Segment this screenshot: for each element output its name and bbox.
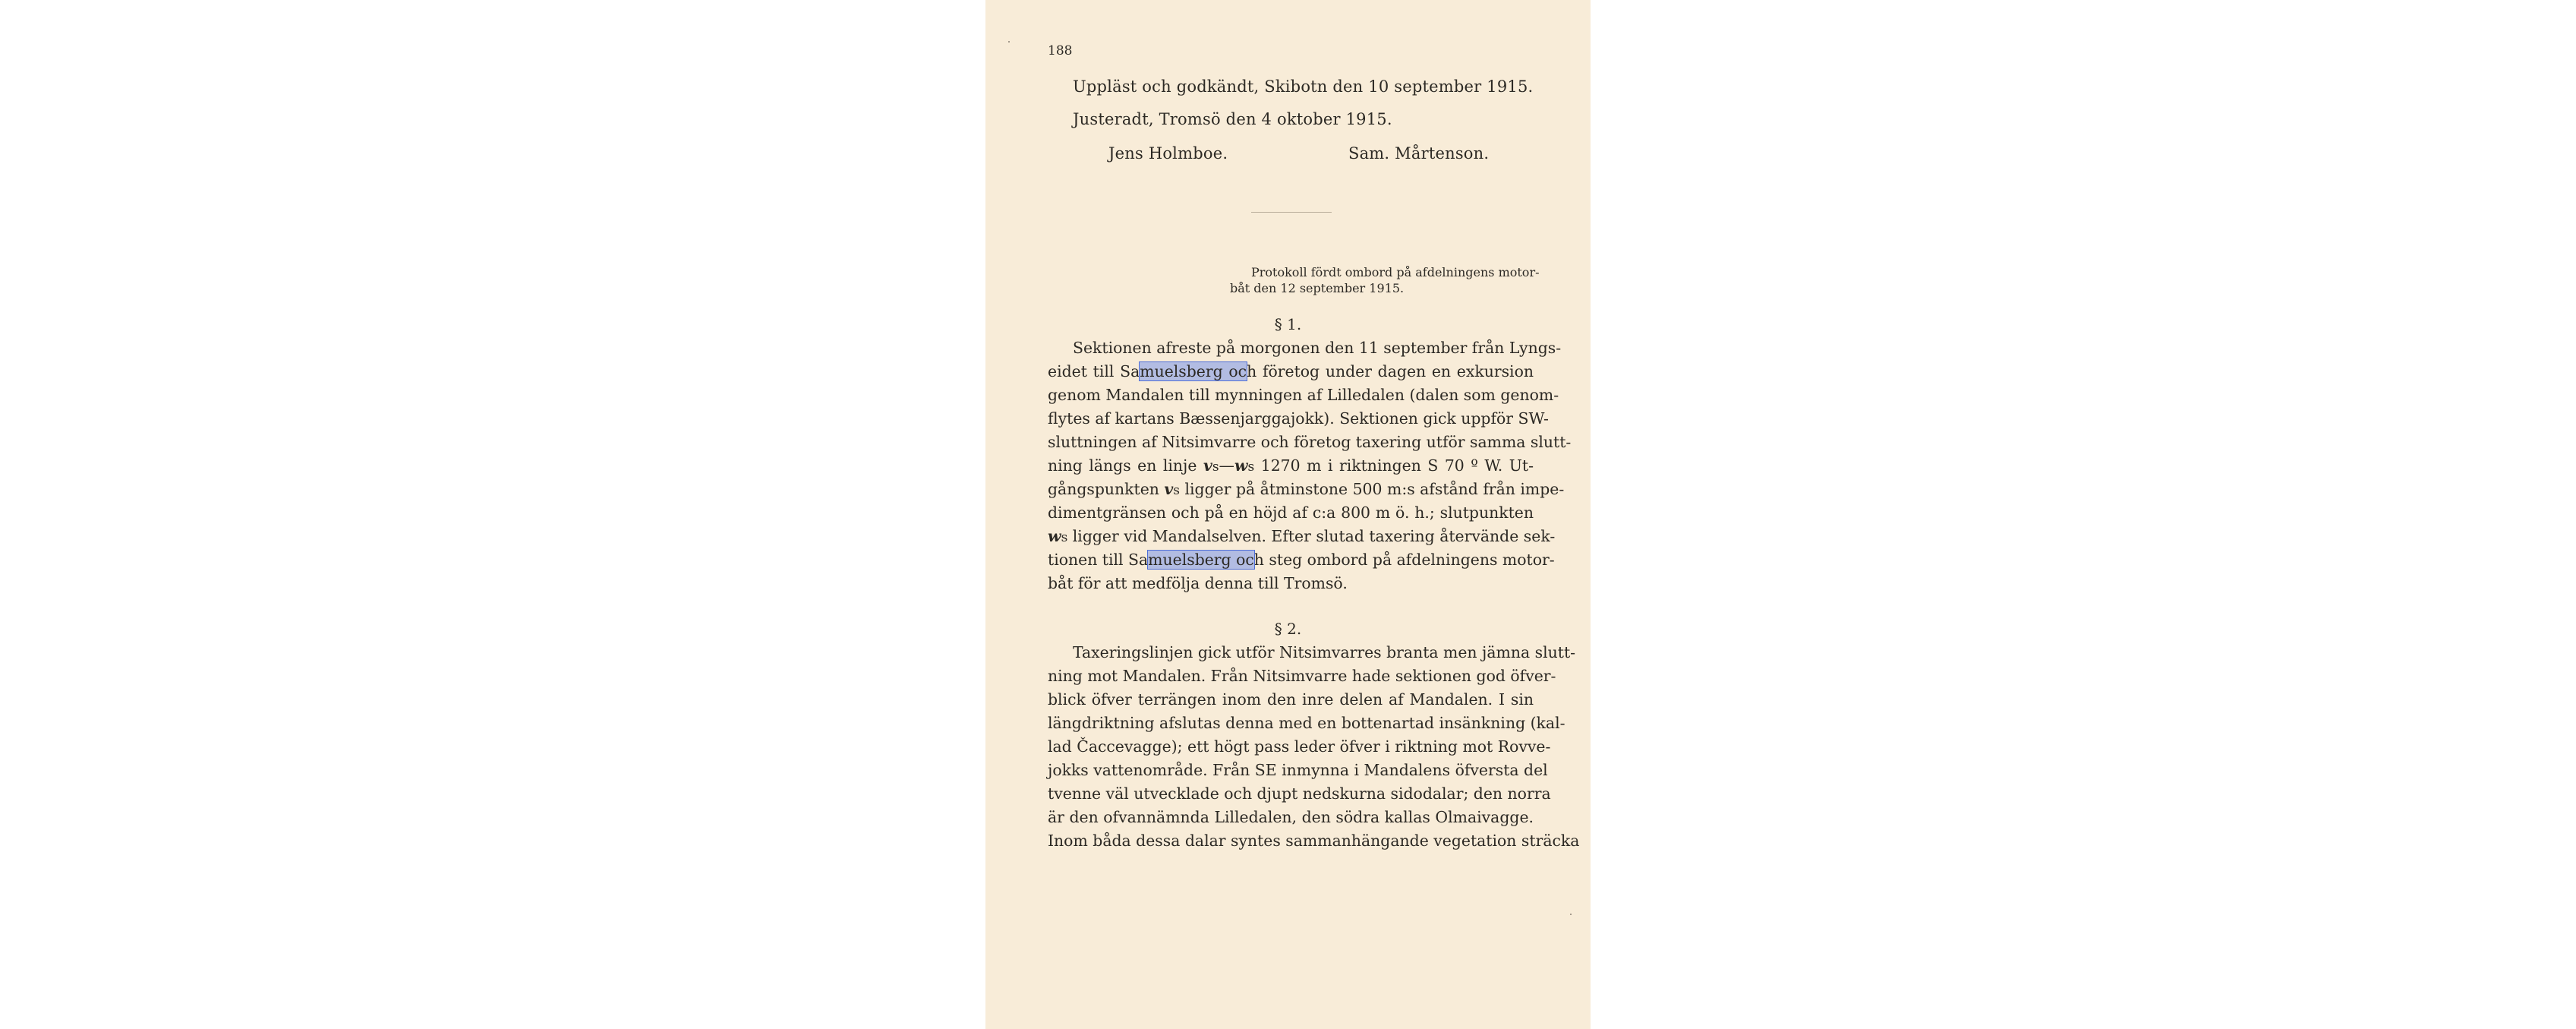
text-line: Sektionen afreste på morgonen den 11 september från Lyngs- — [1073, 339, 1562, 357]
text-line: är den ofvannämnda Lilledalen, den södra kallas Olmaivagge. — [1048, 808, 1534, 826]
text-line: tionen till Samuelsberg och steg ombord på afdelningens motor- — [1048, 551, 1555, 569]
text-line: dimentgränsen och på en höjd af c:a 800 m ö. h.; slutpunkten — [1048, 503, 1534, 522]
paper-speck — [1008, 41, 1010, 43]
text-line: båt för att medfölja denna till Tromsö. — [1048, 574, 1348, 592]
signature-martenson: Sam. Mårtenson. — [1348, 144, 1490, 163]
search-highlight[interactable]: muelsberg oc — [1148, 551, 1254, 569]
text-line: jokks vattenområde. Från SE inmynna i Mandalens öfversta del — [1048, 761, 1548, 779]
text-line: längdriktning afslutas denna med en bottenartad insänkning (kal- — [1048, 714, 1565, 732]
text-line: tvenne väl utvecklade och djupt nedskurna sidodalar; den norra — [1048, 784, 1551, 803]
text-line: gångspunkten vs ligger på åtminstone 500 m:s afstånd från impe- — [1048, 480, 1565, 498]
text-line: eidet till Samuelsberg och företog under dagen en exkursion — [1048, 362, 1534, 380]
approval-line: Uppläst och godkändt, Skibotn den 10 september 1915. — [1073, 77, 1534, 96]
scanned-page — [985, 0, 1591, 1029]
protocol-heading-line-1: Protokoll fördt ombord på afdelningens motor- — [1251, 265, 1540, 279]
section-2-heading: § 2. — [1274, 620, 1302, 638]
text-line: flytes af kartans Bæssenjarggajokk). Sektionen gick uppför SW- — [1048, 409, 1549, 428]
section-divider — [1251, 212, 1332, 213]
adjusted-line: Justeradt, Tromsö den 4 oktober 1915. — [1073, 110, 1392, 128]
section-2-body — [1048, 641, 1580, 853]
section-1-heading: § 1. — [1274, 315, 1302, 333]
text-line: ning längs en linje vs—ws 1270 m i riktningen S 70 º W. Ut- — [1048, 456, 1534, 475]
text-line: Inom båda dessa dalar syntes sammanhängande vegetation sträcka — [1048, 832, 1580, 850]
text-line: genom Mandalen till mynningen af Lilledalen (dalen som genom- — [1048, 386, 1559, 404]
text-line: sluttningen af Nitsimvarre och företog taxering utför samma slutt- — [1048, 433, 1572, 451]
protocol-heading-line-2: båt den 12 september 1915. — [1230, 281, 1405, 295]
signature-holmboe: Jens Holmboe. — [1108, 144, 1228, 163]
page-number: 188 — [1048, 43, 1073, 58]
text-line: blick öfver terrängen inom den inre delen af Mandalen. I sin — [1048, 690, 1534, 709]
text-line: ning mot Mandalen. Från Nitsimvarre hade sektionen god öfver- — [1048, 667, 1556, 685]
text-line: Taxeringslinjen gick utför Nitsimvarres branta men jämna slutt- — [1073, 643, 1576, 661]
section-1-body — [1048, 336, 1572, 595]
search-highlight[interactable]: muelsberg oc — [1140, 362, 1247, 380]
text-line: lad Čaccevagge); ett högt pass leder öfver i riktning mot Rovve- — [1048, 737, 1551, 756]
paper-speck — [1570, 914, 1572, 915]
text-line: ws ligger vid Mandalselven. Efter slutad taxering återvände sek- — [1048, 527, 1556, 545]
